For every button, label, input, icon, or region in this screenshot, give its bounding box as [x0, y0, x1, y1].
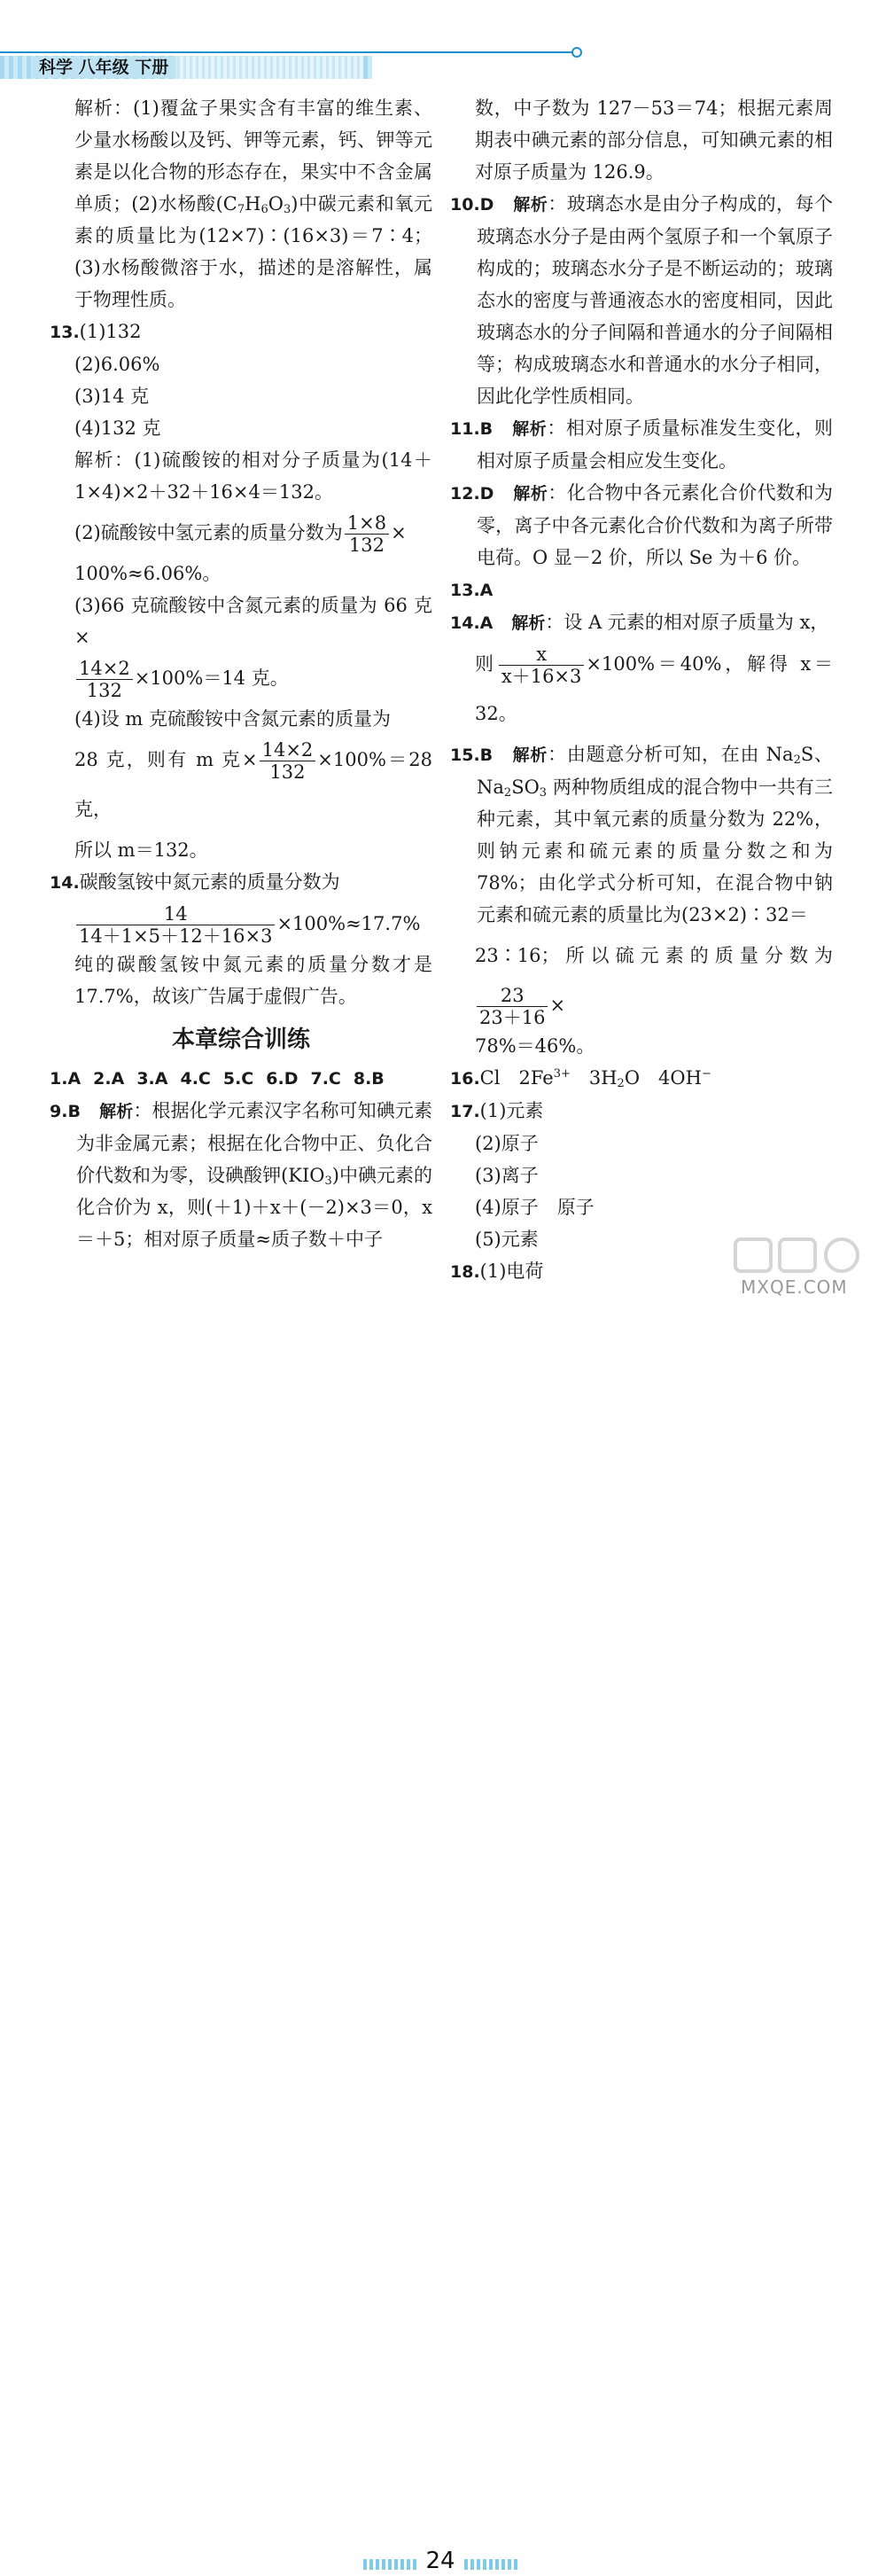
- question-14-formula: $\frac{14}{14+1\times 5+12+16\times 3}$ ×100%≈17.7%: [50, 899, 432, 948]
- question-13-part4: (4)132 克: [74, 418, 161, 439]
- explanation-q13-4: (4)设 m 克硫酸铵中含氮元素的质量为: [74, 708, 392, 730]
- header-dot-icon: [571, 47, 582, 58]
- question-9-continued: 数，中子数为 127－53＝74；根据元素周期表中碘元素的部分信息，可知碘元素的相对原子质量为 126.9。: [475, 98, 833, 183]
- fraction: $\frac{14}{14+1\times 5+12+16\times 3}$: [76, 903, 275, 947]
- question-13-part3: (3)14 克: [74, 386, 150, 407]
- question-13: 13.A: [450, 581, 494, 600]
- question-18: 18.(1)电荷: [450, 1261, 544, 1282]
- question-17-part4: (4)原子 原子: [475, 1197, 595, 1218]
- fraction: $\frac{1\times 8}{132}$: [345, 512, 389, 556]
- answer-4: 4.C: [180, 1069, 211, 1089]
- answer-8: 8.B: [353, 1069, 385, 1089]
- page-number: 24: [425, 2548, 455, 2574]
- question-13-part1: 13.(1)132: [50, 321, 142, 342]
- question-15: 15.B 解析：由题意分析可知，在由 $Na_2S$、$Na_2SO_3$ 两种物质组成的混合物中一共有三种元素，其中氧元素的质量分数为 22%，则钠元素和硫元素的质量分数之和为78%；由化学式分析可知，在混合物中钠元素和硫元素的质量比为(23×2)∶32＝: [450, 744, 833, 925]
- question-17-part5: (5)元素: [475, 1229, 539, 1250]
- explanation-q13-2: (2)硫酸铵中氢元素的质量分数为 $\frac{1\times 8}{132}$ ×: [74, 512, 407, 556]
- question-15-formula: 23∶16；所以硫元素的质量分数为 $\frac{23}{23+16}$ ×: [475, 945, 833, 1028]
- explanation-q13-3: (3)66 克硫酸铵中含氮元素的质量为 66 克×: [74, 595, 432, 648]
- question-14: 14.A 解析：设 A 元素的相对原子质量为 x，: [450, 612, 829, 633]
- left-column: [50, 92, 432, 1255]
- header-rule: [0, 51, 578, 53]
- question-12: 12.D 解析：化合物中各元素化合价代数和为零，离子中各元素化合价代数和为离子所带电荷。O 显－2 价，所以 Se 为＋6 价。: [450, 482, 833, 568]
- question-9: 9.B 解析：根据化学元素汉字名称可知碘元素为非金属元素；根据在化合物中正、负化合价代数和为零，设碘酸钾$(KIO_3)$中碘元素的化合价为 x，则(＋1)＋x＋(－2)×3＝0，x＝＋5；相对原子质量≈质子数＋中子: [50, 1100, 432, 1250]
- question-14-conclusion: 纯的碳酸氢铵中氮元素的质量分数才是17.7%，故该广告属于虚假广告。: [74, 954, 432, 1007]
- question-16: 16.Cl $2Fe^{3+}$ $3H_2O$ 4OH−: [450, 1067, 711, 1090]
- question-14: 14.碳酸氢铵中氮元素的质量分数为: [50, 871, 340, 893]
- explanation-q13-1: 解析：(1)硫酸铵的相对分子质量为(14＋1×4)×2＋32＋16×4＝132。: [74, 449, 432, 503]
- question-10: 10.D 解析：玻璃态水是由分子构成的，每个玻璃态水分子是由两个氢原子和一个氧原子构成的；玻璃态水分子是不断运动的；玻璃态水的密度与普通液态水的密度相同，因此玻璃态水的分子间隔和普通水的分子间隔相等；构成玻璃态水和普通水的水分子相同，因此化学性质相同。: [450, 193, 833, 407]
- book-title: 科学 八年级 下册: [32, 57, 175, 78]
- answer-7: 7.C: [310, 1069, 341, 1089]
- question-17-part3: (3)离子: [475, 1165, 539, 1186]
- answer-list: [50, 1062, 432, 1095]
- explanation-q12: 解析：(1)覆盆子果实含有丰富的维生素、少量水杨酸以及钙、钾等元素，钙、钾等元素是以化合物的形态存在，果实中不含金属单质；(2)水杨酸$(C_7H_6O_3)$中碳元素和氧元素的质量比为(12×7)∶(16×3)＝7∶4；(3)水杨酸微溶于水，描述的是溶解性，属于物理性质。: [74, 98, 432, 310]
- question-15-tail: 78%＝46%。: [475, 1035, 595, 1057]
- answer-3: 3.A: [136, 1069, 168, 1089]
- answer-6: 6.D: [266, 1069, 299, 1089]
- footer-ornament-right: [464, 2559, 517, 2570]
- answer-2: 2.A: [93, 1069, 125, 1089]
- answer-1: 1.A: [50, 1069, 82, 1089]
- right-column: [450, 92, 833, 1288]
- explanation-q13-4-formula: 28 克，则有 m 克× $\frac{14\times 2}{132}$ ×100%＝28 克，: [74, 739, 432, 820]
- fraction: $\frac{14\times 2}{132}$: [260, 739, 316, 783]
- watermark-text: MXQE.COM: [741, 1276, 848, 1298]
- explanation-q13-3-formula: $\frac{14\times 2}{132}$ ×100%＝14 克。: [50, 653, 432, 703]
- header-band-pattern: [177, 56, 363, 79]
- question-13-part2: (2)6.06%: [74, 354, 160, 375]
- fraction: $\frac{14\times 2}{132}$: [76, 658, 133, 701]
- page-header: [0, 0, 886, 89]
- question-14-formula: 则 $\frac{x}{x+16\times 3}$ ×100%＝40%，解得 x＝32。: [475, 644, 834, 724]
- answer-5: 5.C: [222, 1069, 254, 1089]
- fraction: $\frac{x}{x+16\times 3}$: [499, 644, 585, 687]
- question-17-part2: (2)原子: [475, 1133, 539, 1154]
- question-17: 17.(1)元素: [450, 1100, 544, 1121]
- section-title: 本章综合训练: [171, 1026, 310, 1053]
- question-11: 11.B 解析：相对原子质量标准发生变化，则相对原子质量会相应发生变化。: [450, 418, 833, 472]
- explanation-q13-4-tail: 所以 m＝132。: [74, 839, 208, 861]
- fraction: $\frac{23}{23+16}$: [477, 985, 548, 1028]
- explanation-q13-2-tail: 100%≈6.06%。: [74, 563, 222, 584]
- footer-ornament-left: [363, 2559, 416, 2570]
